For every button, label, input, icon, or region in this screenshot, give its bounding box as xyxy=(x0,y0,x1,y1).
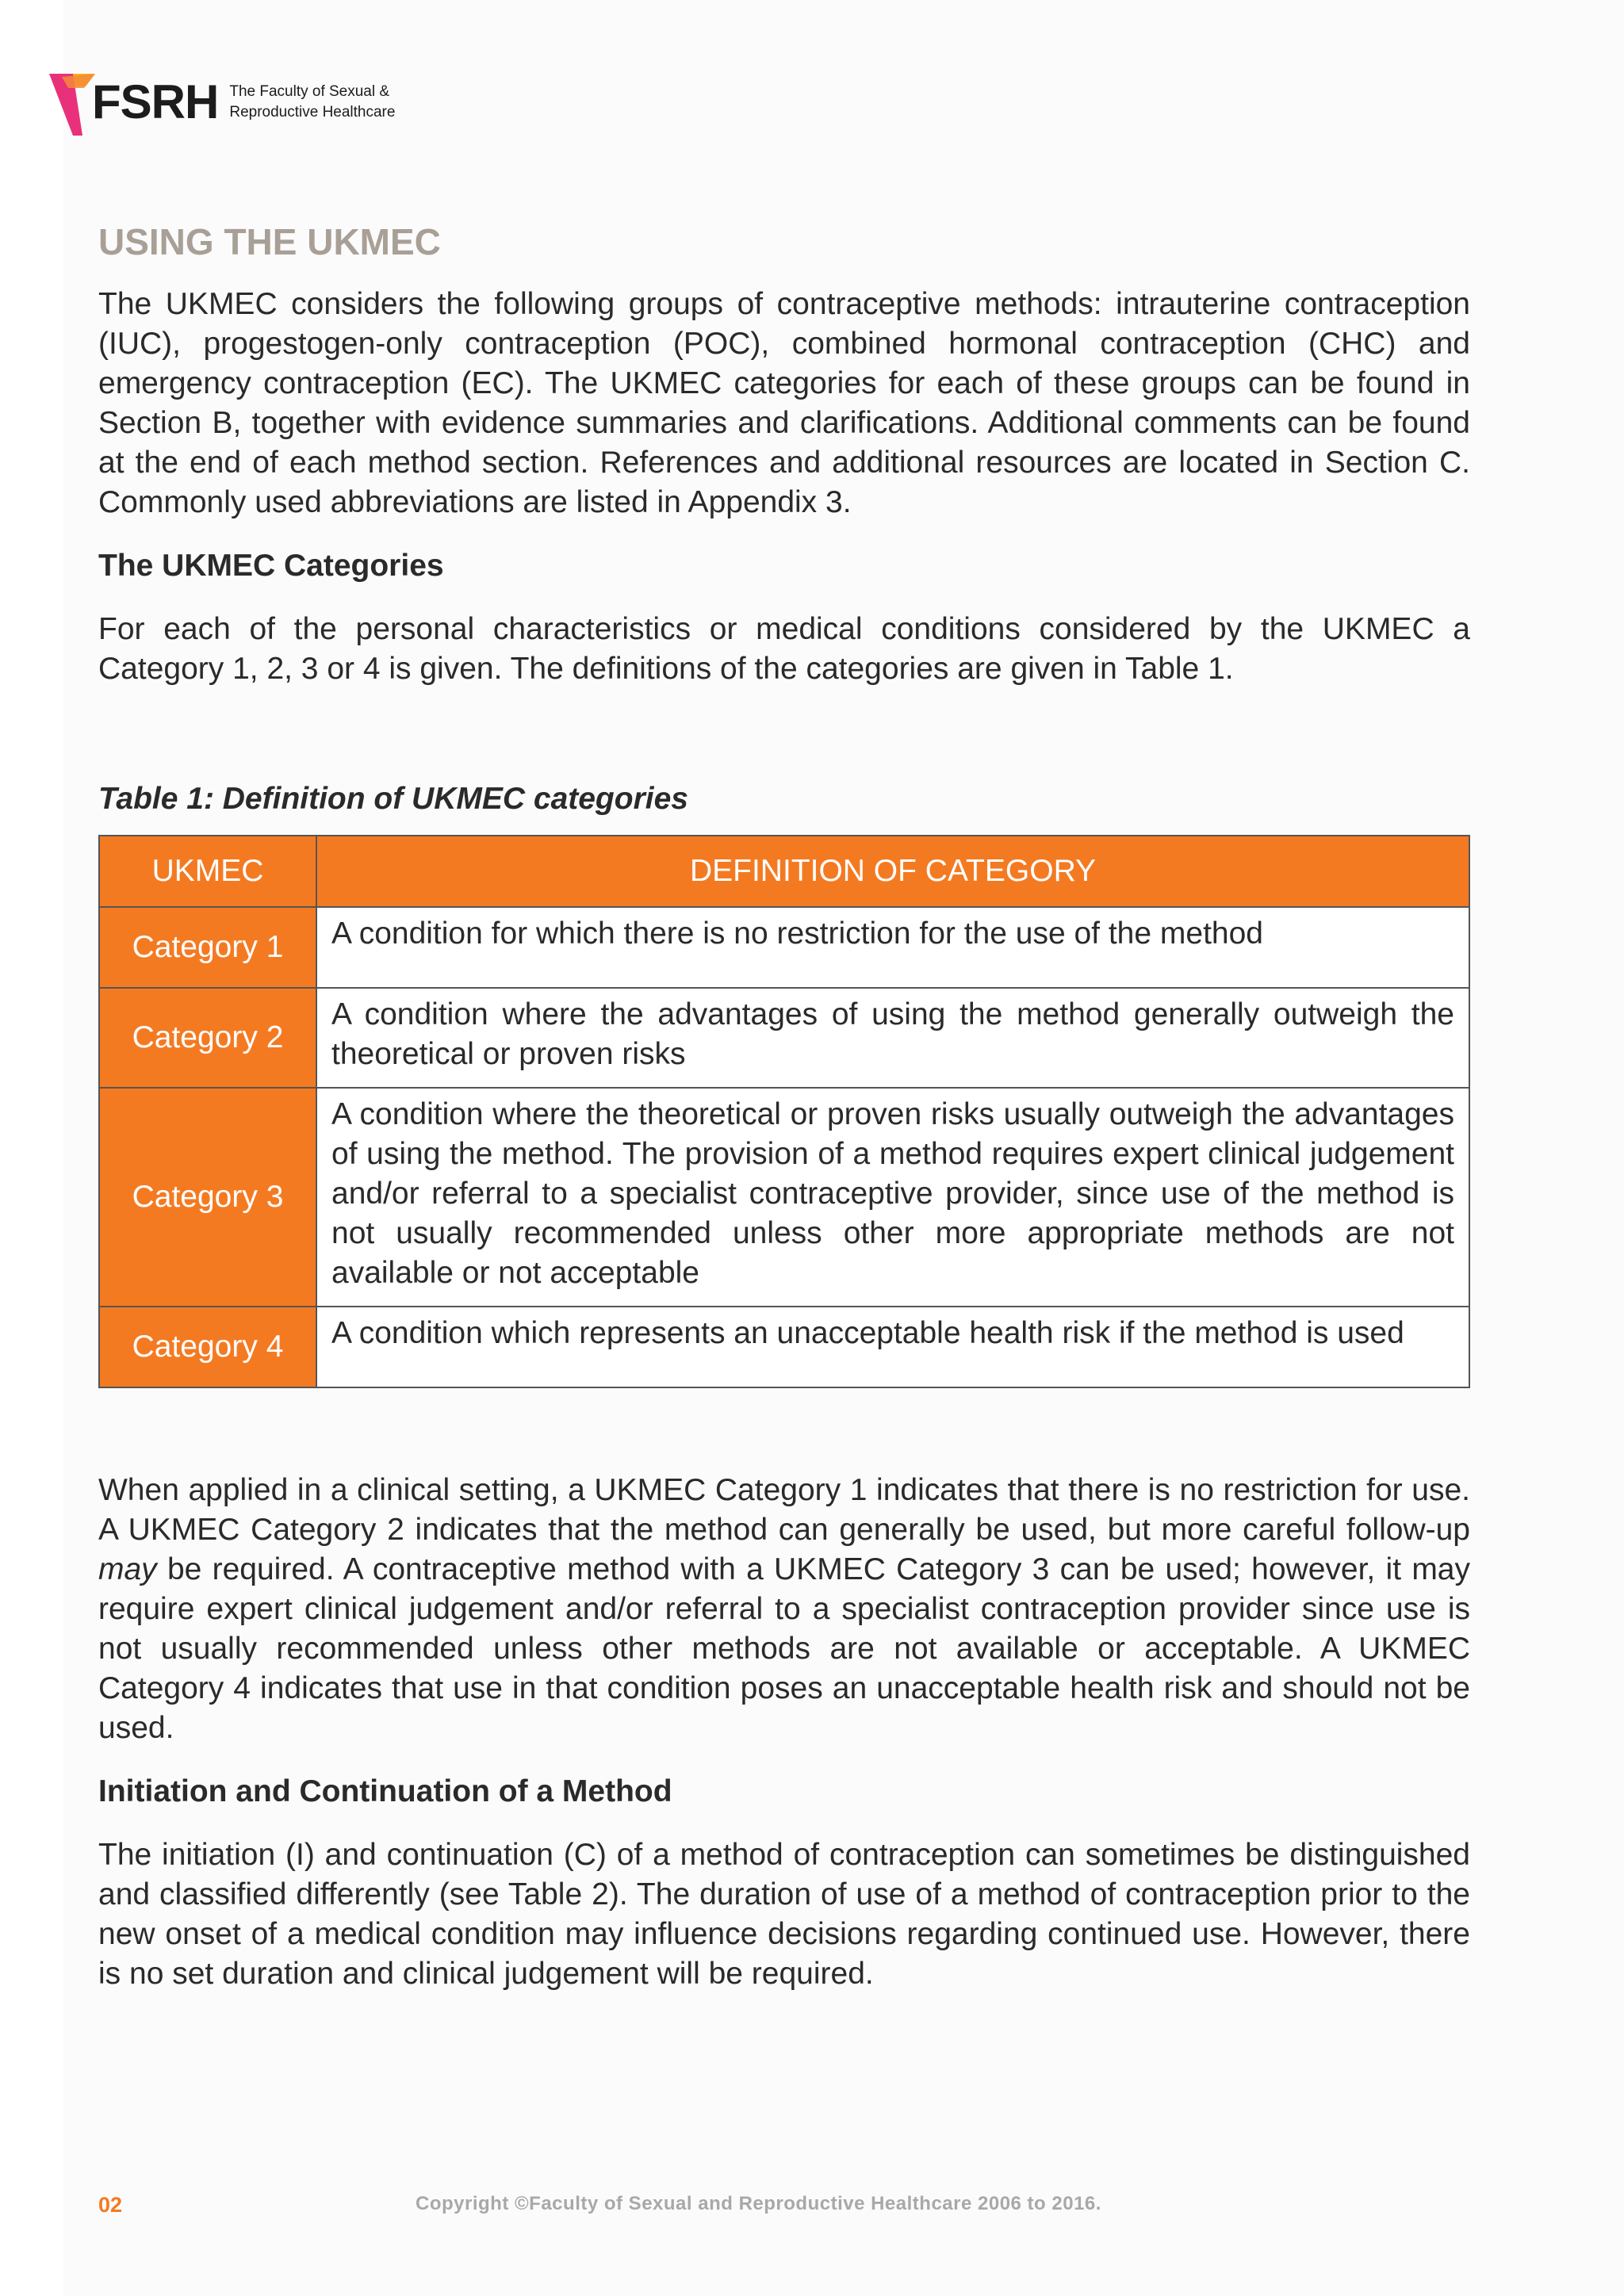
category-label: Category 3 xyxy=(99,1088,316,1307)
fsrh-logo xyxy=(49,67,395,138)
clinical-text-part2: be required. A contraceptive method with a UKMEC Category 3 can be used; however, it may require expert clinical judgement and/or referral to a specialist contraception provider since use is not usually recommended unless other methods are not available or acceptable. A UKMEC Category 4 indicates that use in that condition poses an unacceptable health risk and should not be used. xyxy=(98,1552,1470,1745)
category-definition: A condition where the advantages of using the method generally outweigh the theoretical or proven risks xyxy=(316,988,1469,1088)
logo-subtitle xyxy=(229,82,395,123)
main-content xyxy=(98,214,1470,2018)
table-row xyxy=(99,907,1469,988)
category-label: Category 4 xyxy=(99,1307,316,1387)
table-caption: Table 1: Definition of UKMEC categories xyxy=(98,781,688,816)
logo-subtitle-line2: Reproductive Healthcare xyxy=(229,104,396,121)
column-header-ukmec: UKMEC xyxy=(99,836,316,907)
categories-heading: The UKMEC Categories xyxy=(98,548,444,583)
table-row xyxy=(99,988,1469,1088)
logo-subtitle-line1: The Faculty of Sexual & xyxy=(229,83,390,100)
table-row xyxy=(99,1307,1469,1387)
category-label: Category 2 xyxy=(99,988,316,1088)
page-number: 02 xyxy=(98,2193,123,2217)
column-header-definition: DEFINITION OF CATEGORY xyxy=(316,836,1469,907)
category-table xyxy=(98,835,1470,1388)
category-definition: A condition for which there is no restriction for the use of the method xyxy=(316,907,1469,988)
category-definition: A condition which represents an unacceptable health risk if the method is used xyxy=(316,1307,1469,1387)
fsrh-logo-icon xyxy=(49,69,98,136)
logo-wordmark: FSRH xyxy=(92,75,219,128)
initiation-paragraph: The initiation (I) and continuation (C) of a method of contraception can sometimes be distinguished and classified differently (see Table 2). The duration of use of a method of contraception prior to the new onset of a medical condition may influence decisions regarding continued use. However, there is no set duration and clinical judgement will be required. xyxy=(98,1837,1470,1991)
categories-paragraph: For each of the personal characteristics or medical conditions considered by the UKMEC a Category 1, 2, 3 or 4 is given. The definitions of the categories are given in Table 1. xyxy=(98,611,1470,686)
copyright-notice: Copyright ©Faculty of Sexual and Reproductive Healthcare 2006 to 2016. xyxy=(416,2193,1101,2214)
clinical-emphasis: may xyxy=(98,1552,157,1586)
category-label: Category 1 xyxy=(99,907,316,988)
category-definition: A condition where the theoretical or proven risks usually outweigh the advantages of using the method. The provision of a method requires expert clinical judgement and/or referral to a specialist contraceptive provider, since use of the method is not usually recommended unless other more appropriate methods are not available or not acceptable xyxy=(316,1088,1469,1307)
initiation-heading: Initiation and Continuation of a Method xyxy=(98,1774,672,1808)
table-header-row xyxy=(99,836,1469,907)
clinical-text-part1: When applied in a clinical setting, a UKMEC Category 1 indicates that there is no restriction for use. A UKMEC Category 2 indicates that the method can generally be used, but more careful follow-up xyxy=(98,1472,1470,1547)
section-title: USING THE UKMEC xyxy=(98,221,441,262)
clinical-setting-paragraph xyxy=(98,1471,1470,1748)
intro-paragraph: The UKMEC considers the following groups of contraceptive methods: intrauterine contraception (IUC), progestogen-only contraception (POC), combined hormonal contraception (CHC) and emergency contraception (EC). The UKMEC categories for each of these groups can be found in Section B, together with evidence summaries and clarifications. Additional comments can be found at the end of each method section. References and additional resources are located in Section C. Commonly used abbreviations are listed in Appendix 3. xyxy=(98,286,1470,519)
table-row xyxy=(99,1088,1469,1307)
